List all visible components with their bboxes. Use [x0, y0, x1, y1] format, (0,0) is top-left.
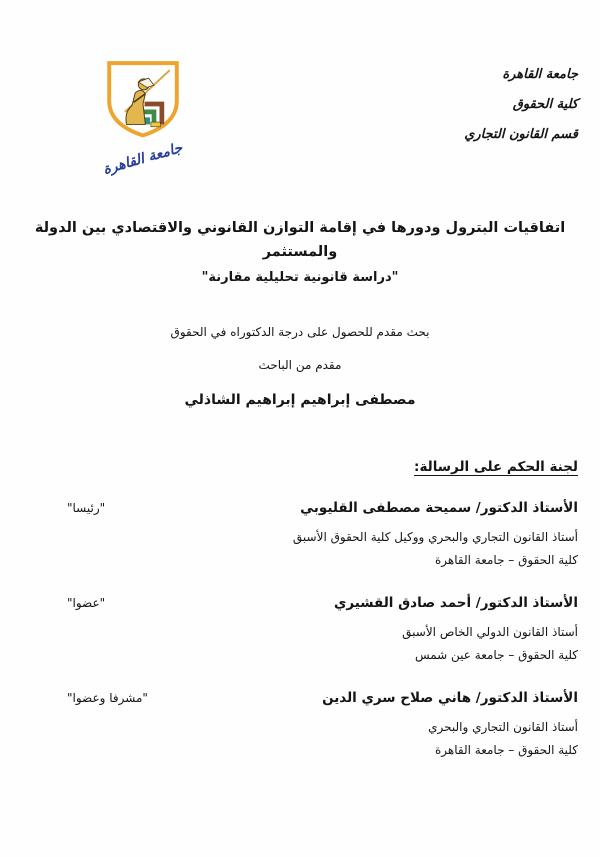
department-name: قسم القانون التجاري	[464, 127, 578, 142]
cairo-university-logo	[93, 60, 193, 178]
committee-member	[55, 498, 578, 572]
degree-statement: بحث مقدم للحصول على درجة الدكتوراه في الحقوق	[170, 325, 430, 339]
university-shield-icon	[93, 60, 193, 148]
member-affiliation: كلية الحقوق – جامعة القاهرة	[435, 743, 578, 757]
committee-heading: لجنة الحكم على الرسالة:	[414, 459, 578, 475]
logo-calligraphy-text: جامعة القاهرة	[101, 140, 185, 178]
committee-member	[55, 688, 578, 762]
thesis-subtitle: "دراسة قانونية تحليلية مقارنة"	[201, 270, 399, 285]
university-name: جامعة القاهرة	[502, 67, 578, 82]
committee-member	[55, 593, 578, 667]
member-name: الأستاذ الدكتور/ سميحة مصطفى القليوبي	[300, 500, 578, 516]
member-role: "عضوا"	[67, 596, 106, 610]
committee-list	[55, 498, 578, 783]
thesis-title: اتفاقيات البترول ودورها في إقامة التوازن القانوني والاقتصادي بين الدولة والمستثمر	[34, 220, 566, 260]
member-name: الأستاذ الدكتور/ هاني صلاح سري الدين	[322, 690, 578, 706]
member-position: أستاذ القانون الدولي الخاص الأسبق	[402, 625, 578, 639]
author-name: مصطفى إبراهيم إبراهيم الشاذلي	[184, 392, 416, 408]
member-affiliation: كلية الحقوق – جامعة القاهرة	[435, 553, 578, 567]
member-name: الأستاذ الدكتور/ أحمد صادق القشيري	[333, 595, 578, 611]
university-header	[464, 60, 578, 150]
member-role: "مشرفا وعضوا"	[67, 691, 148, 705]
member-position: أستاذ القانون التجاري والبحري	[428, 720, 578, 734]
faculty-name: كلية الحقوق	[512, 97, 578, 112]
member-position: أستاذ القانون التجاري والبحري ووكيل كلية الحقوق الأسبق	[292, 530, 578, 544]
submitted-by-label: مقدم من الباحث	[258, 358, 342, 372]
member-affiliation: كلية الحقوق – جامعة عين شمس	[414, 648, 578, 662]
member-role: "رئيسا"	[67, 501, 106, 515]
